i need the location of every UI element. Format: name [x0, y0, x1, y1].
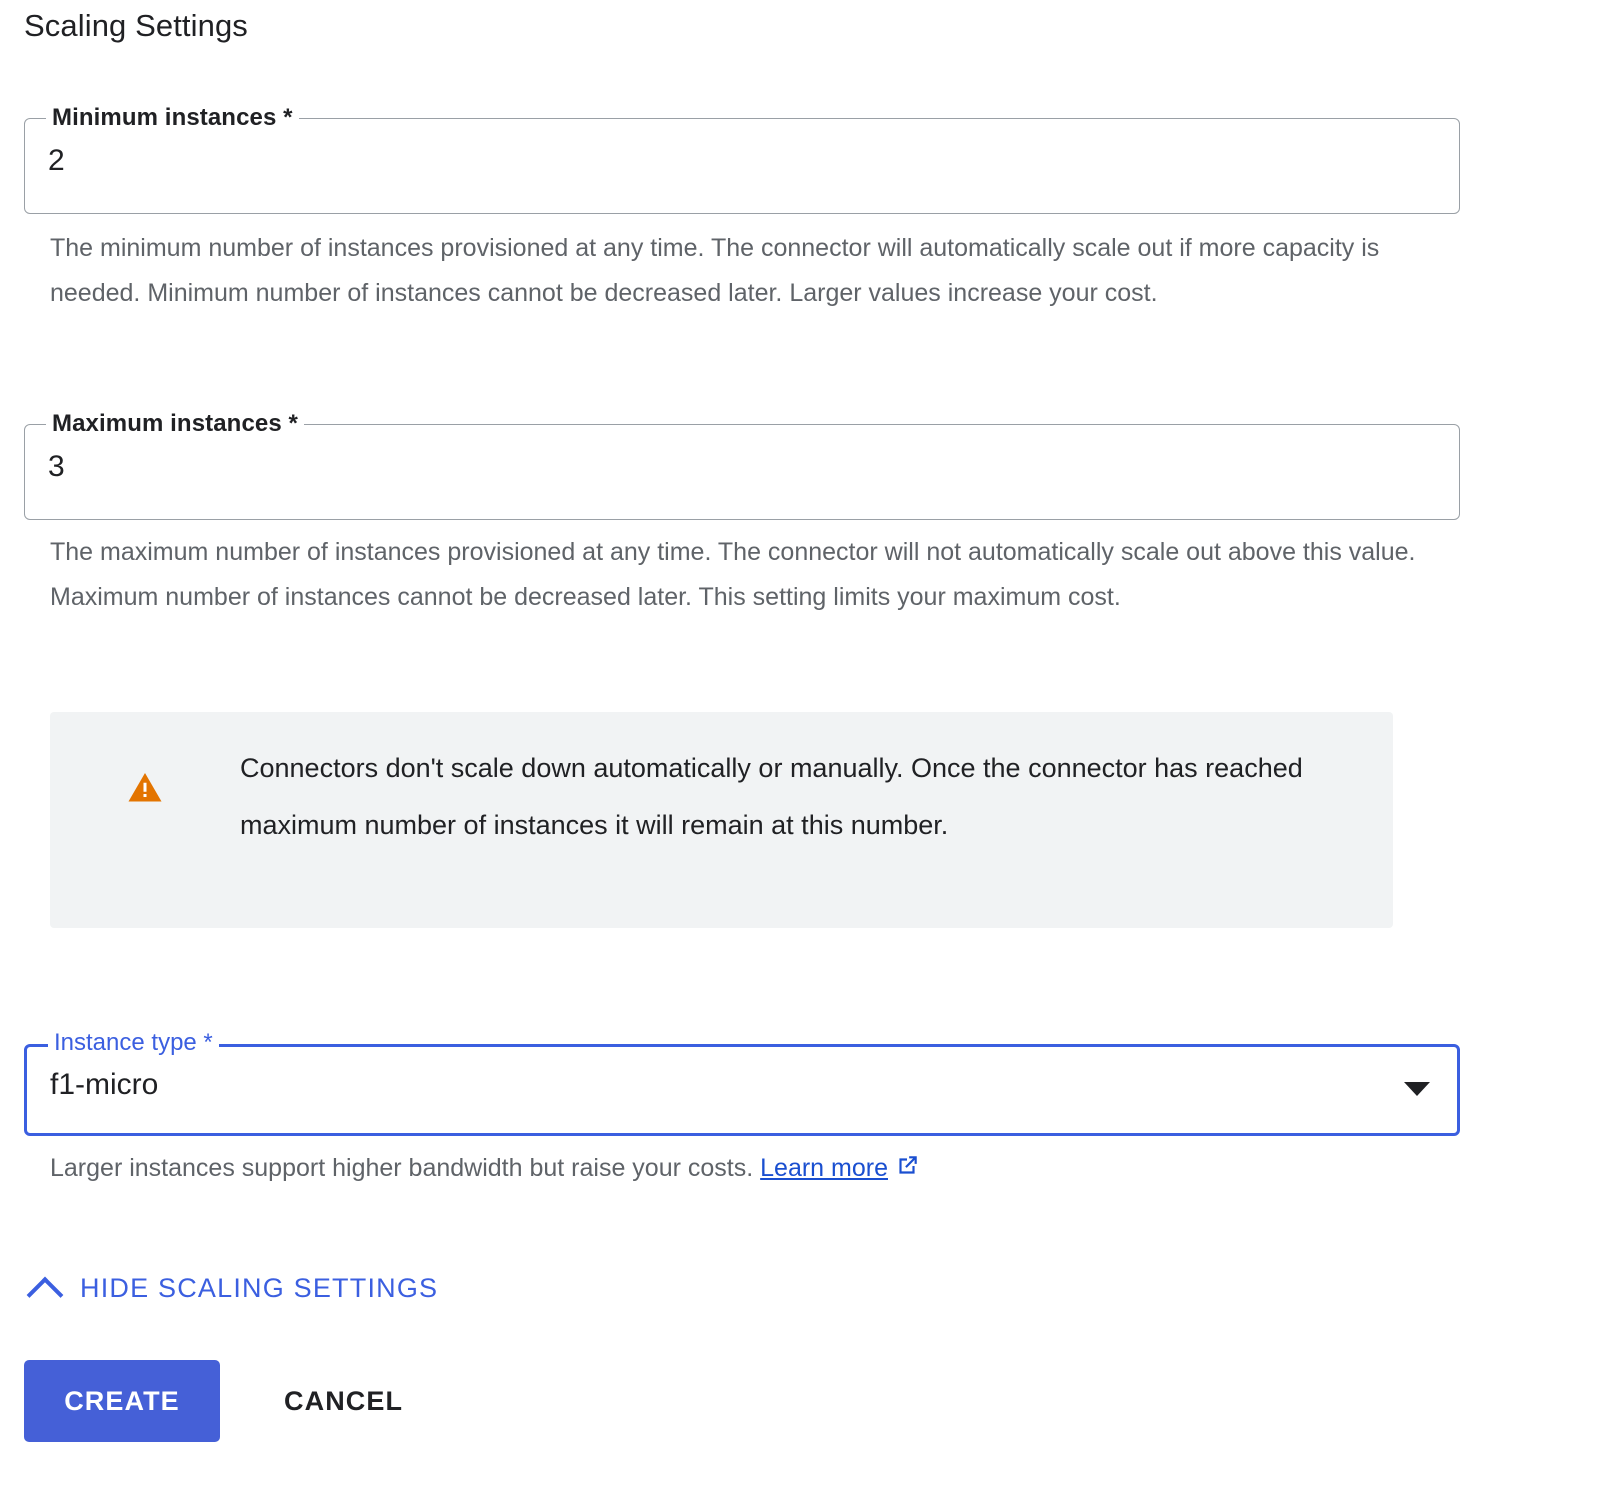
- maximum-instances-field[interactable]: [24, 410, 1460, 520]
- warning-icon: [125, 770, 165, 806]
- learn-more-link[interactable]: Learn more: [760, 1154, 888, 1182]
- scale-down-warning-callout: [50, 712, 1393, 928]
- instance-type-helper: [50, 1148, 920, 1188]
- minimum-instances-field[interactable]: [24, 104, 1460, 214]
- maximum-instances-helper: The maximum number of instances provisioned at any time. The connector will not automatically scale out above this value. Maximum number of instances cannot be decreased later. This setting limits your maximum cost.: [50, 538, 1416, 611]
- maximum-instances-label: Maximum instances *: [46, 411, 304, 437]
- hide-scaling-settings-toggle[interactable]: [26, 1264, 438, 1312]
- create-button[interactable]: CREATE: [24, 1360, 220, 1442]
- chevron-down-icon[interactable]: [1404, 1082, 1430, 1096]
- external-link-icon[interactable]: [894, 1153, 920, 1179]
- instance-type-label: Instance type *: [48, 1029, 219, 1057]
- instance-type-value: f1-micro: [50, 1068, 159, 1101]
- page-title: Scaling Settings: [24, 8, 248, 43]
- cancel-button[interactable]: CANCEL: [270, 1360, 460, 1442]
- chevron-up-icon: [26, 1268, 66, 1308]
- instance-type-select[interactable]: [24, 1029, 1460, 1136]
- maximum-instances-input[interactable]: [48, 450, 1428, 484]
- minimum-instances-label: Minimum instances *: [46, 105, 299, 131]
- instance-type-helper-text: Larger instances support higher bandwidth but raise your costs.: [50, 1154, 754, 1182]
- minimum-instances-helper: The minimum number of instances provisioned at any time. The connector will automatically scale out if more capacity is needed. Minimum number of instances cannot be decreased later. Larger values increase your cost.: [50, 234, 1380, 307]
- minimum-instances-input[interactable]: [48, 144, 1428, 178]
- warning-text: Connectors don't scale down automatically or manually. Once the connector has reached maximum number of instances it will remain at this number.: [240, 753, 1303, 840]
- select-outline: [24, 1044, 1460, 1136]
- hide-scaling-settings-label: HIDE SCALING SETTINGS: [80, 1272, 439, 1303]
